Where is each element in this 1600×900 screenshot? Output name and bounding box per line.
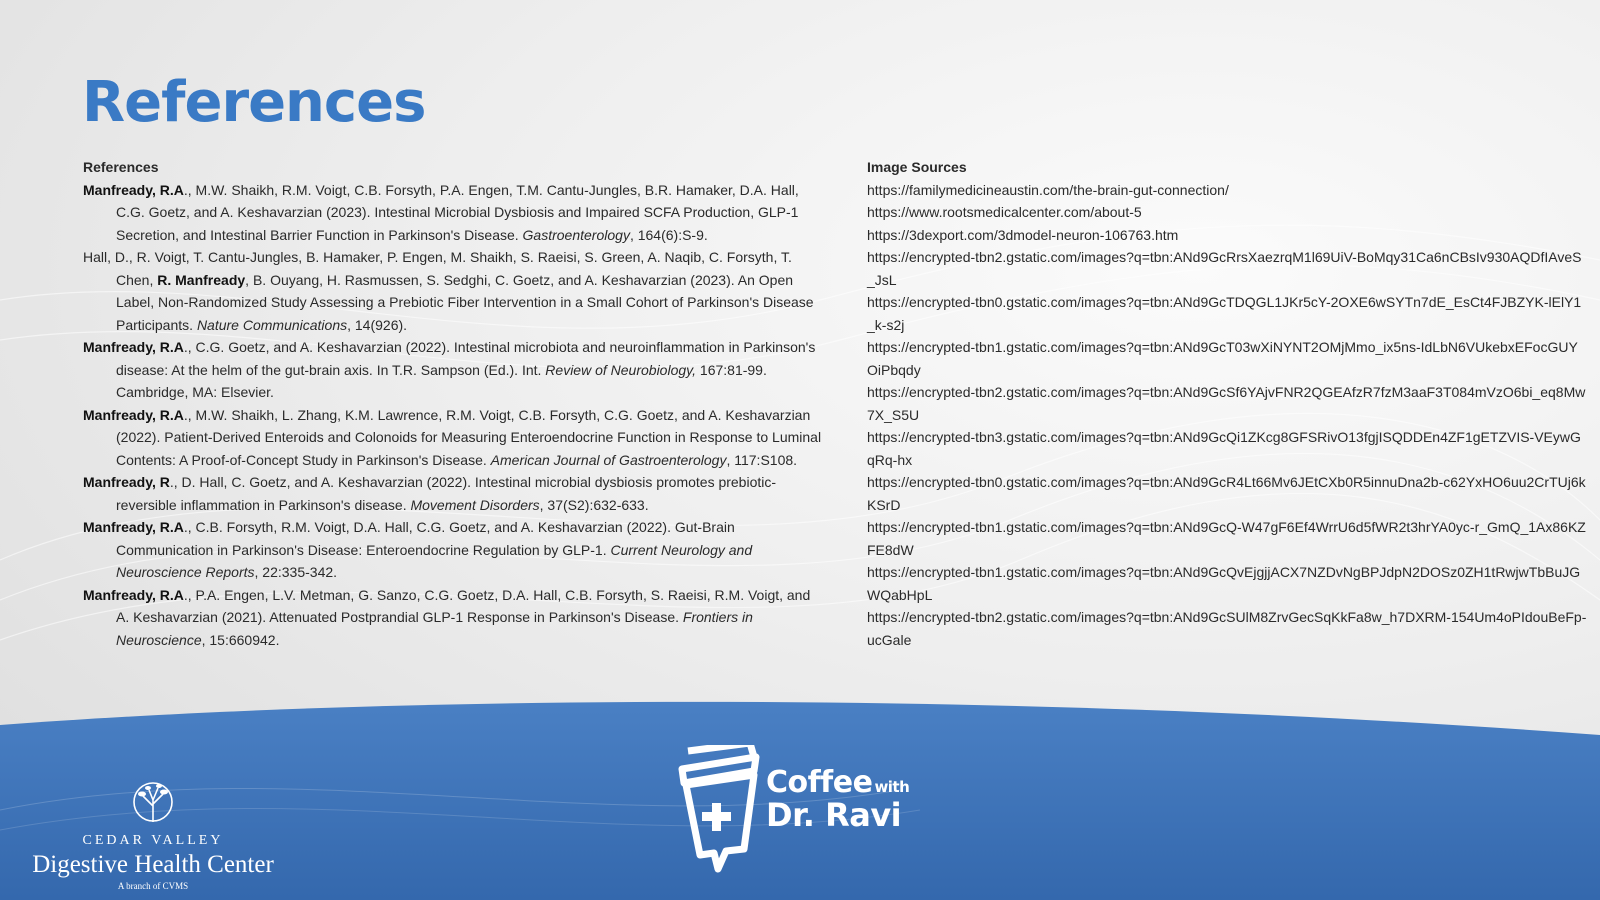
reference-journal: Nature Communications bbox=[196, 316, 348, 333]
reference-entry bbox=[83, 516, 823, 584]
reference-text: ., M.W. Shaikh, L. Zhang, K.M. Lawrence, R.M. Voigt, C.B. Forsyth, C.G. Goetz, and A. Keshavarzian (2022). Patient-Derived Enteroids and Colonoids for Measuring Enteroendocrine Function in Response to Luminal Contents: A Proof-of-Concept Study in Parkinson's Disease. bbox=[116, 406, 822, 468]
reference-text: ., C.G. Goetz, and A. Keshavarzian (2022). Intestinal microbiota and neuroinflammation in Parkinson's disease: At the helm of the gut-brain axis. In T.R. Sampson (Ed.). Int. bbox=[116, 339, 816, 378]
reference-author: Manfready, R.A bbox=[83, 406, 184, 423]
reference-text: , B. Ouyang, H. Rasmussen, S. Sedghi, C. Goetz, and A. Keshavarzian (2023). An Open Label, Non-Randomized Study Assessing a Prebiotic Fiber Intervention in a Small Cohort of Parkinson's Disease Participants. bbox=[116, 271, 814, 333]
image-sources-list bbox=[867, 179, 1587, 652]
image-source-url[interactable]: https://encrypted-tbn0.gstatic.com/images?q=tbn:ANd9GcR4Lt66Mv6JEtCXb0R5innuDna2b-c62YxHO6uu2CrTUj6kKSrD bbox=[867, 474, 1586, 513]
reference-text: ., M.W. Shaikh, R.M. Voigt, C.B. Forsyth, P.A. Engen, T.M. Cantu-Jungles, B.R. Hamaker, D.A. Hall, C.G. Goetz, and A. Keshavarzian (2023). Intestinal Microbial Dysbiosis and Impaired SCFA Production, GLP-1 Secretion, and Intestinal Barrier Function in Parkinson's Disease. bbox=[116, 181, 799, 243]
image-source-url[interactable]: https://encrypted-tbn2.gstatic.com/images?q=tbn:ANd9GcSf6YAjvFNR2QGEAfzR7fzM3aaF3T084mVzO6bi_eq8Mw7X_S5U bbox=[867, 384, 1586, 423]
logo-subtitle: A branch of CVMS bbox=[117, 881, 189, 891]
coffee-cup-icon bbox=[674, 745, 764, 875]
image-source-url[interactable]: https://encrypted-tbn1.gstatic.com/images?q=tbn:ANd9GcT03wXiNYNT2OMjMmo_ix5ns-IdLbN6VUkebxEFocGUYOiPbqdy bbox=[867, 339, 1578, 378]
image-source-url[interactable]: https://encrypted-tbn1.gstatic.com/images?q=tbn:ANd9GcQ-W47gF6Ef4WrrU6d5fWR2t3hrYA0yc-r_GmQ_1Ax86KZFE8dW bbox=[867, 519, 1586, 558]
reference-citation: , 37(S2):632-633. bbox=[539, 496, 649, 513]
image-sources-column bbox=[867, 156, 1587, 651]
reference-journal: American Journal of Gastroenterology bbox=[490, 451, 727, 468]
references-list bbox=[83, 179, 823, 652]
reference-citation: , 164(6):S-9. bbox=[629, 226, 708, 243]
reference-entry bbox=[83, 404, 823, 472]
reference-citation: , 117:S108. bbox=[726, 451, 798, 468]
dr-ravi-text: Dr. Ravi bbox=[766, 796, 902, 834]
image-source-url[interactable]: https://3dexport.com/3dmodel-neuron-106763.htm bbox=[867, 226, 1179, 243]
reference-author: Manfready, R.A bbox=[83, 586, 184, 603]
references-column bbox=[83, 156, 823, 651]
reference-citation: 167:81-99. Cambridge, MA: Elsevier. bbox=[116, 361, 767, 400]
reference-citation: , 14(926). bbox=[347, 316, 408, 333]
references-heading: References bbox=[83, 159, 159, 175]
coffee-logo-text bbox=[766, 765, 909, 834]
reference-entry bbox=[83, 179, 823, 247]
reference-entry bbox=[83, 584, 823, 652]
cedar-valley-logo bbox=[28, 780, 278, 891]
reference-entry bbox=[83, 246, 823, 336]
reference-author: R. Manfready bbox=[157, 271, 246, 288]
image-source-url[interactable]: https://encrypted-tbn2.gstatic.com/images?q=tbn:ANd9GcRrsXaezrqM1l69UiV-BoMqy31Ca6nCBsIv930AQDfIAveS_JsL bbox=[867, 249, 1582, 288]
reference-journal: Gastroenterology bbox=[522, 226, 630, 243]
with-word: with bbox=[874, 778, 910, 796]
image-source-url[interactable]: https://familymedicineaustin.com/the-brain-gut-connection/ bbox=[867, 181, 1229, 198]
image-source-url[interactable]: https://encrypted-tbn3.gstatic.com/images?q=tbn:ANd9GcQi1ZKcg8GFSRivO13fgjISQDDEn4ZF1gETZVIS-VEywGqRq-hx bbox=[867, 429, 1581, 468]
reference-coauthors: Hall, D., R. Voigt, T. Cantu-Jungles, B. Hamaker, P. Engen, M. Shaikh, S. Raeisi, S. Green, A. Naqib, C. Forsyth, T. Chen, bbox=[83, 249, 792, 288]
reference-author: Manfready, R.A bbox=[83, 339, 184, 355]
logo-names: CEDAR VALLEY bbox=[82, 833, 224, 848]
coffee-with-dr-ravi-logo bbox=[674, 745, 954, 875]
reference-author: Manfready, R bbox=[83, 474, 170, 490]
reference-author: Manfready, R.A bbox=[83, 519, 184, 535]
reference-journal: Frontiers in Neuroscience bbox=[116, 609, 753, 648]
coffee-word: Coffee bbox=[766, 765, 873, 800]
reference-text: ., C.B. Forsyth, R.M. Voigt, D.A. Hall, C.G. Goetz, and A. Keshavarzian (2022). Gut-Brain Communication in Parkinson's Disease: Enteroendocrine Regulation by GLP-1. bbox=[116, 519, 735, 558]
image-sources-heading: Image Sources bbox=[867, 159, 967, 175]
image-source-url[interactable]: https://encrypted-tbn1.gstatic.com/images?q=tbn:ANd9GcQvEjgjjACX7NZDvNgBPJdpN2DOSz0ZH1tRwjwTbBuJGWQabHpL bbox=[867, 564, 1581, 603]
reference-journal: Review of Neurobiology, bbox=[545, 361, 697, 378]
tree-emblem-icon bbox=[123, 780, 183, 824]
reference-citation: , 15:660942. bbox=[201, 631, 280, 648]
reference-text: ., D. Hall, C. Goetz, and A. Keshavarzian (2022). Intestinal microbial dysbiosis promotes prebiotic-reversible inflammation in Parkinson's disease. bbox=[116, 474, 777, 513]
reference-journal: Current Neurology and Neuroscience Reports bbox=[116, 541, 753, 580]
reference-author: Manfready, R.A bbox=[83, 181, 184, 198]
reference-text: ., P.A. Engen, L.V. Metman, G. Sanzo, C.G. Goetz, D.A. Hall, C.B. Forsyth, S. Raeisi, R.M. Voigt, and A. Keshavarzian (2021). Attenuated Postprandial GLP-1 Response in Parkinson's Disease. bbox=[116, 586, 811, 625]
reference-entry bbox=[83, 336, 823, 404]
reference-citation: , 22:335-342. bbox=[254, 564, 338, 580]
page-title: References bbox=[82, 70, 426, 135]
reference-journal: Movement Disorders bbox=[410, 496, 540, 513]
image-source-url[interactable]: https://encrypted-tbn0.gstatic.com/images?q=tbn:ANd9GcTDQGL1JKr5cY-2OXE6wSYTn7dE_EsCt4FJBZYK-lElY1_k-s2j bbox=[867, 294, 1582, 333]
image-source-url[interactable]: https://www.rootsmedicalcenter.com/about-5 bbox=[867, 204, 1142, 220]
logo-title: Digestive Health Center bbox=[32, 851, 274, 878]
image-source-url[interactable]: https://encrypted-tbn2.gstatic.com/images?q=tbn:ANd9GcSUlM8ZrvGecSqKkFa8w_h7DXRM-154Um4oPIdouBeFp-ucGale bbox=[867, 609, 1587, 648]
reference-entry bbox=[83, 471, 823, 516]
